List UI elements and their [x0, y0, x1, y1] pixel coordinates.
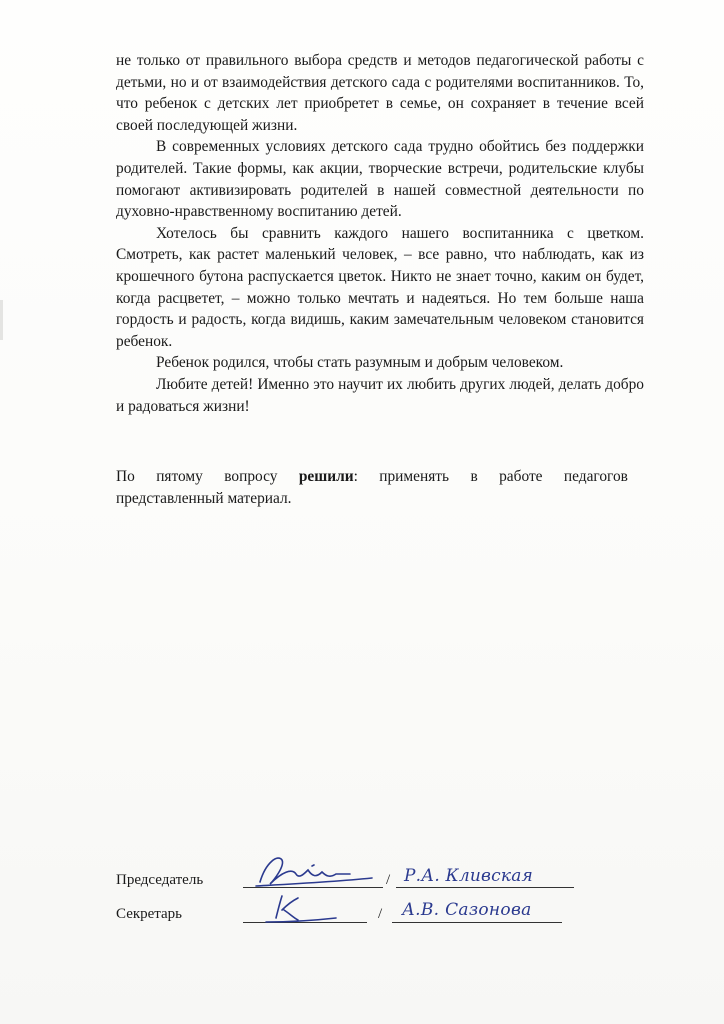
resolution-word: пятому — [156, 468, 203, 485]
paragraph-4: Ребенок родился, чтобы стать разумным и добрым человеком. — [156, 354, 564, 372]
resolution-word: применять — [379, 468, 450, 485]
chair-signature-scribble — [252, 852, 382, 892]
secretary-name-line — [392, 922, 562, 923]
resolution-decided — [299, 466, 358, 488]
chair-separator: / — [386, 872, 391, 888]
resolution-word: педагогов — [563, 468, 628, 485]
resolution-word: в — [470, 468, 478, 485]
resolution-word: работе — [499, 468, 543, 485]
resolution-block — [116, 466, 644, 509]
chair-label: Председатель — [116, 872, 204, 888]
paragraph-3: Хотелось бы сравнить каждого нашего воспитанника с цветком. Смотреть, как растет маленький человек, – все равно, что наблюдать, как из крошечного бутона распускается цветок. Никто не знает точно, каким он будет, когда расцветет, – можно только мечтать и надеяться. Но тем больше наша гордость и радость, когда видишь, каким замечательным человеком становится ребенок. — [116, 224, 644, 350]
secretary-label: Секретарь — [116, 906, 183, 922]
secretary-separator: / — [378, 906, 383, 922]
chair-name-handwritten: Р.А. Кливская — [404, 866, 534, 886]
paragraph-2: В современных условиях детского сада трудно обойтись без поддержки родителей. Такие формы, как акции, творческие встречи, родительские клубы помогают активизировать родителей в нашей совместной деятельности по духовно-нравственному воспитанию детей. — [116, 138, 644, 221]
scan-edge-mark — [0, 300, 3, 340]
document-body — [116, 50, 644, 417]
paragraph-5: Любите детей! Именно это научит их любить других людей, делать добро и радоваться жизни! — [116, 375, 644, 415]
resolution-line-2: представленный материал. — [116, 489, 292, 507]
resolution-word: вопросу — [224, 468, 278, 485]
resolution-word: По — [116, 468, 135, 485]
resolution-bold-word: решили — [298, 468, 354, 485]
secretary-signature-scribble — [262, 892, 342, 928]
paragraph-1: не только от правильного выбора средств и методов педагогической работы с детьми, но и от взаимодействия детского сада с родителями воспитанников. То, что ребенок с детских лет приобретет в семье, он сохраняет в течение всей своей последующей жизни. — [116, 52, 644, 134]
chair-name-line — [396, 887, 574, 888]
resolution-line-1 — [116, 466, 628, 488]
secretary-name-handwritten: А.В. Сазонова — [402, 900, 532, 920]
resolution-colon: : — [353, 468, 358, 485]
